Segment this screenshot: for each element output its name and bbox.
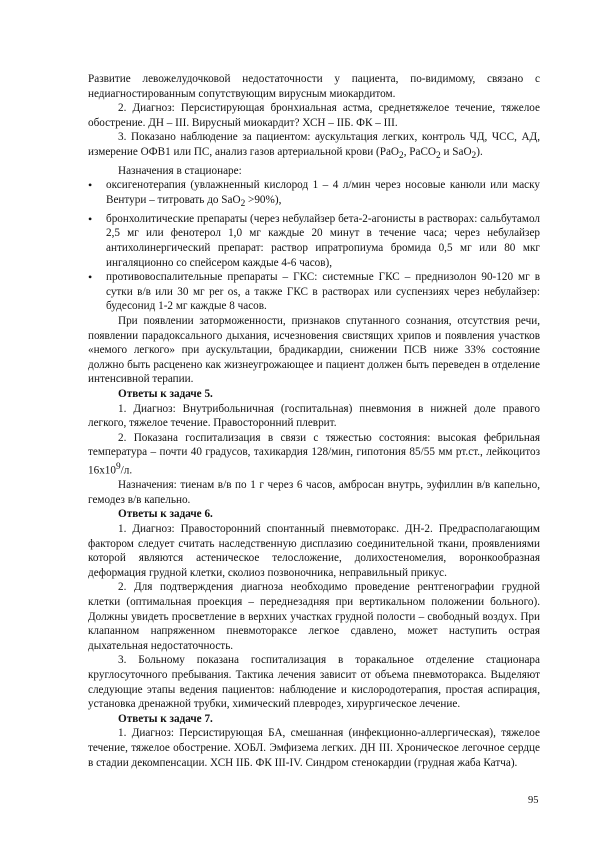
task5-hospitalization-paragraph: 2. Показана госпитализация в связи с тяжестью состояния: высокая фебрильная температура – почти 40 градусов, тахикардия 128/мин, гипотония 85/55 мм рт.ст., лейкоцитоз $16х10^9/л$. [88, 431, 540, 477]
task4-monitoring-paragraph: 3. Показано наблюдение за пациентом: аускультация легких, контроль ЧД, ЧСС, АД, измерение ОФВ1 или ПС, анализ газов артериальной крови (PaO$_2$, PaCO$_2$ и SaO$_2$). [88, 131, 540, 162]
prescription-item-bronchodilators: • бронхолитические препараты (через небулайзер бета-2-агонисты в растворах: сальбутамол 2,5 мг или фенотерол 1,0 мг каждые 20 минут в течение часа; через небулайзер антихолинергический препарат: раствор ипратропиума бромида 0,5 мг или 80 мкг ингаляционно со спейсером каждые 4-6 часов), [106, 212, 540, 270]
task4-prescriptions-heading: Назначения в стационаре: [118, 164, 242, 177]
task6-treatment-paragraph: 3. Больному показана госпитализация в торакальное отделение стационара круглосуточного пребывания. Тактика лечения зависит от объема пневмоторакса. Выделяют следующие этапы ведения пациентов: наблюдение и кислородотерапия, простая аспирация, установка дренажной трубки, химический плевродез, хирургическое лечение. [88, 654, 540, 711]
task6-heading: Ответы к задаче 6. [118, 508, 213, 521]
task5-heading: Ответы к задаче 5. [118, 387, 213, 400]
document-body [88, 72, 540, 770]
prescription-item-oxygen: • оксигенотерапия (увлажненный кислород 1 – 4 л/мин через носовые канюли или маску Вентури – титровать до SaO$_2$ >90%), [106, 178, 540, 211]
prescription-list [88, 178, 540, 314]
task7-heading: Ответы к задаче 7. [118, 712, 213, 725]
prescription-item-anti-inflammatory: • противовоспалительные препараты – ГКС: системные ГКС – преднизолон 90-120 мг в сутки в/в или 30 мг per os, а также ГКС в растворах или суспензиях через небулайзер: будесонид 1-2 мг каждые 8 часов. [106, 270, 540, 314]
task5-diagnosis-paragraph: 1. Диагноз: Внутрибольничная (госпитальная) пневмония в нижней доле правого легкого, тяжелое течение. Правосторонний плеврит. [88, 402, 540, 430]
page-number: 95 [528, 795, 539, 806]
task6-diagnosis-paragraph: 1. Диагноз: Правосторонний спонтанный пневмоторакс. ДН-2. Предрасполагающим фактором следует считать наследственную дисплазию соединительной ткани, проявлениями которой являются астеническое телосложение, долихостеномелия, воронкообразная деформация грудной клетки, сколиоз позвоночника, неправильный прикус. [88, 523, 540, 579]
task4-diagnosis-paragraph: 2. Диагноз: Персистирующая бронхиальная астма, среднетяжелое течение, тяжелое обострение. ДН – III. Вирусный миокардит? ХСН – IIБ. ФК – III. [88, 102, 540, 129]
intro-paragraph: Развитие левожелудочковой недостаточности у пациента, по-видимому, связано с недиагностированным сопутствующим вирусным миокардитом. [88, 73, 540, 100]
task6-xray-paragraph: 2. Для подтверждения диагноза необходимо проведение рентгенографии грудной клетки (оптимальная проекция – переднезадняя при вертикальном положении больного). Должны увидеть просветление в верхних участках грудной полости – свободный воздух. При клапанном напряженном пневмотораксе легкое сдавлено, может наступить острая дыхательная недостаточность. [88, 581, 540, 652]
task7-diagnosis-paragraph: 1. Диагноз: Персистирующая БА, смешанная (инфекционно-аллергическая), тяжелое течение, тяжелое обострение. ХОБЛ. Эмфизема легких. ДН III. Хроническое легочное сердце в стадии декомпенсации. ХСН IIБ. ФК III-IV. Синдром стенокардии (грудная жаба Катча). [88, 727, 540, 769]
task5-prescriptions-paragraph: Назначения: тиенам в/в по 1 г через 6 часов, амбросан внутрь, эуфиллин в/в капельно, гемодез в/в капельно. [88, 479, 540, 506]
task4-icu-paragraph: При появлении заторможенности, признаков спутанного сознания, отсутствия речи, появлении парадоксального дыхания, исчезновения свистящих хрипов и появления участков «немого легкого» при аускультации, брадикардии, снижении ПСВ ниже 33% состояние должно быть расценено как жизнеугрожающее и пациент должен быть переведен в отделение интенсивной терапии. [88, 314, 540, 386]
